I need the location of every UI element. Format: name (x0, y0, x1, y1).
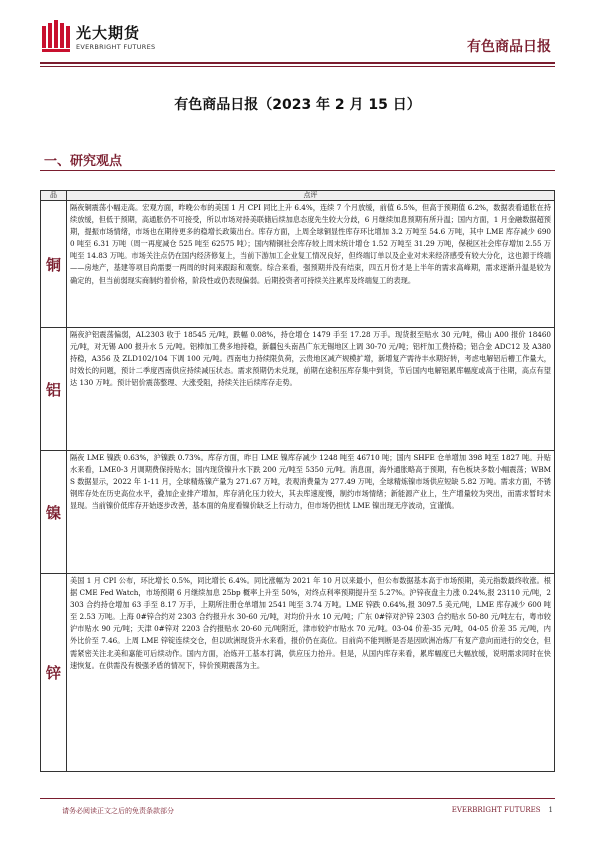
table-row-zinc (41, 574, 555, 772)
table-row-nickel (41, 451, 555, 574)
comment-cell (67, 328, 555, 451)
table-row-aluminum (41, 328, 555, 451)
metal-name-cell (41, 328, 67, 451)
section-divider (40, 170, 555, 171)
logo-mark-icon (42, 20, 70, 52)
page-number: 1 (548, 806, 553, 814)
table-header-row (41, 191, 555, 201)
metal-name: 锌 (45, 664, 61, 682)
metal-name-cell (41, 574, 67, 772)
comment-text: 隔夜铜震荡小幅走高。宏观方面，昨晚公布的美国 1 月 CPI 同比上升 6.4%，连续 7 个月放缓，前值 6.5%，但高于预期值 6.2%，数据表看通胀在持续放缓，但低于预期，高通胀仍不可接受，所以市场对持美联储后续加息态度先生较大分歧，6 月继续加息预期有所升温；国内方面，1 月金融数据超预期，提振市场情绪，市场也在期待更多的稳增长政策出台。库存方面，上周全球铜显性库存环比增加 3.2 万吨至 54.6 万吨，其中 LME 库存减少 6900 吨至 6.31 万吨（周一再度减仓 525 吨至 62575 吨）；国内精铜社会库存较上周末统计增仓 1.52 万吨至 31.29 万吨，保税区社会库存增加 2.55 万吨至 14.83 万吨。市场关注点仍在国内经济修复上，当前下游加工企业复工情况良好，但终端订单以及企业对未来经济感受有较大分化，这也源于终端——房地产，基建等项目尚需要一两周的时间来跟踪和观察。综合来看，强预期并没有结束，四五月份才是上半年的需求高峰期，需求逐渐升温是较为确定的，但当前弱现实商制约着价格，阶段性或仍表现偏弱。后期投资者可持续关注累库及终端复工的表现。 (70, 203, 551, 285)
document-title: 有色商品日报（2023 年 2 月 15 日） (174, 97, 421, 113)
section-heading: 一、研究观点 (44, 154, 123, 169)
comment-text: 隔夜沪铝震荡偏弱，AL2303 收于 18545 元/吨，跌幅 0.08%，持仓增仓 1479 手至 17.28 万手。现货报至贴水 30 元/吨，佛山 A00 报价 18460 元/吨，对无锡 A00 报升水 5 元/吨。铝棒加工费多地持稳，新疆包头南昌广东无锡地区上调 30-70 元/吨；铝杆加工费持稳；铝合金 ADC12 及 A380 持稳，A356 及 ZLD102/104 下调 100 元/吨。西南电力持续限负荷，云贵地区减产规模扩增，新增复产需待丰水期好转，考虑电解铝后槽工作量大，时效长的问题，预计二季度西南供应持续减压状态。需求预期仍未兑现，前期在途积压库存集中到货，节后国内电解铝累库幅度或高于往期，高点有望达 130 万吨。预计铝价震荡整理、大涨受阻，持续关注后续库存走势。 (70, 330, 551, 388)
footer-company-name: EVERBRIGHT FUTURES (451, 806, 541, 814)
metal-name-cell (41, 201, 67, 328)
comment-text: 美国 1 月 CPI 公布，环比增长 0.5%，同比增长 6.4%。同比涨幅为 2021 年 10 月以来最小，但公布数据基本高于市场预期，美元指数最终收涨。根据 CME Fed Watch，市场预期 6 月继续加息 25bp 概率上升至 50%，对终点利率预期提升至 5.27%。沪锌夜盘主力涨 0.24%,报 23110 元/吨，2303 合约持仓增加 63 手至 8.17 万手，上期所注册仓单增加 2541 吨至 3.74 万吨。LME 锌跌 0.64%,报 3097.5 美元/吨，LME 库存减少 600 吨至 2.53 万吨。上海 0#锌合约对 2303 合约报升水 30-60 元/吨，对均价升水 10 元/吨；广东 0#锌对沪锌 2303 合约贴水 50-80 元/吨左右，粤市较沪市贴水 90 元/吨；天津 0#锌对 2203 合约报贴水 20-60 元/吨附近，津市较沪市贴水 70 元/吨。03-04 价差-35 元/吨，04-05 价差 35 元/吨，内外比价至 7.46。上周 LME 锌锭连续交仓，但以欧洲现货升水来看，报价仍在高位。目前尚不能判断是否是因欧洲冶炼厂有复产意向而进行的交仓，但需紧密关注北美和嘉能可后续动作。国内方面，冶炼开工基本打满，供应压力抬升。但是，从国内库存来看，累库幅度已大幅放缓，说明需求同时在快速恢复。在供需没有极强矛盾的情况下，锌价预期震荡为主。 (70, 576, 551, 670)
comment-cell (67, 451, 555, 574)
logo-english-name: EVERBRIGHT FUTURES (76, 43, 156, 51)
footer-disclaimer: 请务必阅读正文之后的免责条款部分 (62, 807, 174, 815)
header-divider (40, 62, 555, 64)
logo-chinese-name: 光大期货 (76, 24, 141, 42)
commentary-table (40, 190, 555, 772)
header-divider-thin (40, 66, 555, 67)
footer-divider (40, 798, 555, 799)
comment-cell (67, 201, 555, 328)
table-row-copper (41, 201, 555, 328)
footer-company (452, 806, 553, 814)
column-header-name: 品 (41, 191, 67, 201)
company-logo (42, 20, 202, 56)
header-report-title: 有色商品日报 (467, 39, 551, 55)
metal-name: 镍 (45, 503, 61, 522)
metal-name: 铝 (45, 380, 61, 399)
column-header-comment: 点评 (67, 191, 555, 201)
metal-name: 铜 (45, 255, 61, 274)
page-header (0, 0, 595, 60)
comment-cell (67, 574, 555, 772)
metal-name-cell (41, 451, 67, 574)
comment-text: 隔夜 LME 镍跌 0.63%，沪镍跌 0.73%。库存方面，昨日 LME 镍库存减少 1248 吨至 46710 吨；国内 SHFE 仓单增加 398 吨至 1827 吨。升贴水来看，LME0-3 月调期费保持贴水；国内现货镍升水下跌 200 元/吨至 5350 元/吨。消息面，海外通胀略高于预期，有色板块多数小幅震荡；WBMS 数据显示，2022 年 1-11 月，全球精炼镍产量为 271.67 万吨，表观消费量为 277.49 万吨，全球精炼镍市场供应短缺 5.82 万吨。需求方面，不锈钢库存处在历史高位水平，叠加企业排产增加，库存消化压力较大，其去库速度慢，制约市场情绪；新能源产业上，生产增量较为突出，而需求暂时未显现。当前镍价低库存开始逐步改善，基本面的角度看镍价缺乏上行动力，但市场仍担忧 LME 镍出现无序波动，宜谨慎。 (70, 453, 551, 511)
